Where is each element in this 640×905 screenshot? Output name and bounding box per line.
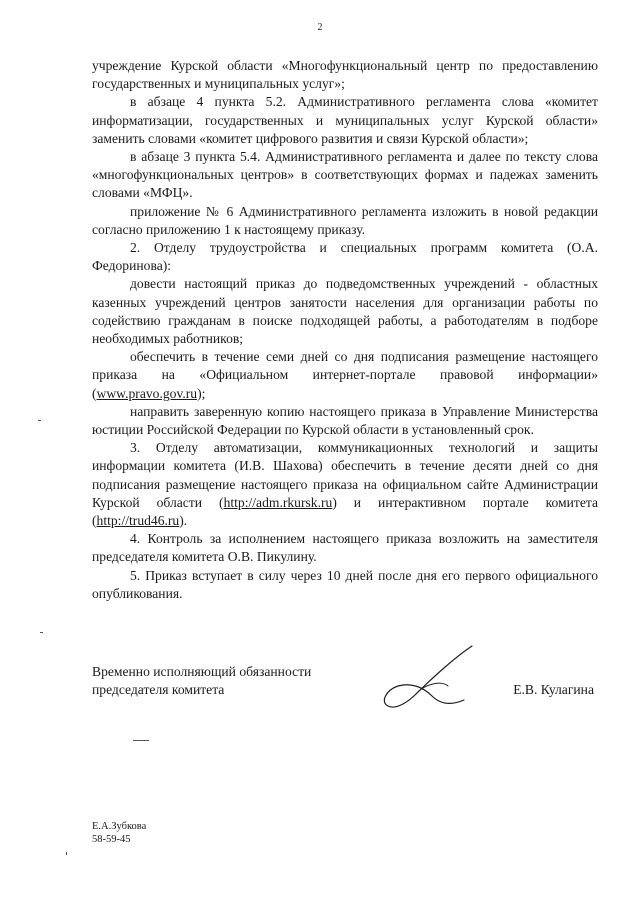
paragraph: обеспечить в течение семи дней со дня подписания размещение настоящего приказа на «Официальном интернет-портале правовой информации» (www.pravo.gov.ru); xyxy=(92,349,598,401)
executor-name: Е.А.Зубкова xyxy=(92,821,147,832)
adm-rkursk-link[interactable]: http://adm.rkursk.ru xyxy=(223,494,333,510)
trud46-link[interactable]: http://trud46.ru xyxy=(96,513,180,529)
paragraph: 5. Приказ вступает в силу через 10 дней после дня его первого официального опубликования. xyxy=(92,567,598,601)
signatory-position-line2: председателя комитета xyxy=(92,682,225,698)
signatory-name: Е.В. Кулагина xyxy=(513,682,594,698)
scan-speck xyxy=(40,632,43,633)
paragraph: направить заверенную копию настоящего приказа в Управление Министерства юстиции Российской Федерации по Курской области в установленный срок. xyxy=(92,403,598,438)
paragraph: 4. Контроль за исполнением настоящего приказа возложить на заместителя председателя комитета О.В. Пикулину. xyxy=(92,531,598,565)
executor-info xyxy=(92,820,146,846)
paragraph: 3. Отделу автоматизации, коммуникационных технологий и защиты информации комитета (И.В. Шахова) обеспечить в течение десяти дней со дня подписания размещение настоящего приказа на официальном сайте Администрации Курской области (http://adm.rkursk.ru) и интерактивном портале комитета (http://trud46.ru). xyxy=(92,440,599,529)
executor-phone: 58-59-45 xyxy=(92,834,131,845)
scan-speck xyxy=(66,852,67,855)
paragraph: довести настоящий приказ до подведомственных учреждений - областных казенных учреждений центров занятости населения для организации работы по содействию гражданам в поиске подходящей работы, а работодателям в подборе необходимых работников; xyxy=(92,276,598,347)
paragraph: учреждение Курской области «Многофункциональный центр по предоставлению государственных и муниципальных услуг»; xyxy=(92,58,598,92)
scan-speck xyxy=(38,420,41,421)
pravo-link[interactable]: www.pravo.gov.ru xyxy=(96,385,198,401)
signature-block xyxy=(92,663,598,699)
signatory-position-line1: Временно исполняющий обязанности xyxy=(92,664,312,679)
paragraph: в абзаце 4 пункта 5.2. Административного регламента слова «комитет информатизации, государственных и муниципальных услуг Курской области» заменить словами «комитет цифрового развития и связи Курской области»; xyxy=(92,94,598,146)
scan-speck xyxy=(133,740,149,741)
paragraph: приложение № 6 Административного регламента изложить в новой редакции согласно приложению 1 к настоящему приказу. xyxy=(92,203,598,237)
paragraph: в абзаце 3 пункта 5.4. Административного регламента и далее по тексту слова «многофункциональных центров» в соответствующих формах и падежах заменить словами «МФЦ». xyxy=(92,149,598,201)
handwritten-signature xyxy=(372,640,482,720)
paragraph: 2. Отделу трудоустройства и специальных программ комитета (О.А. Федоринова): xyxy=(92,240,598,274)
page-number: 2 xyxy=(317,22,323,33)
document-body xyxy=(92,57,598,603)
